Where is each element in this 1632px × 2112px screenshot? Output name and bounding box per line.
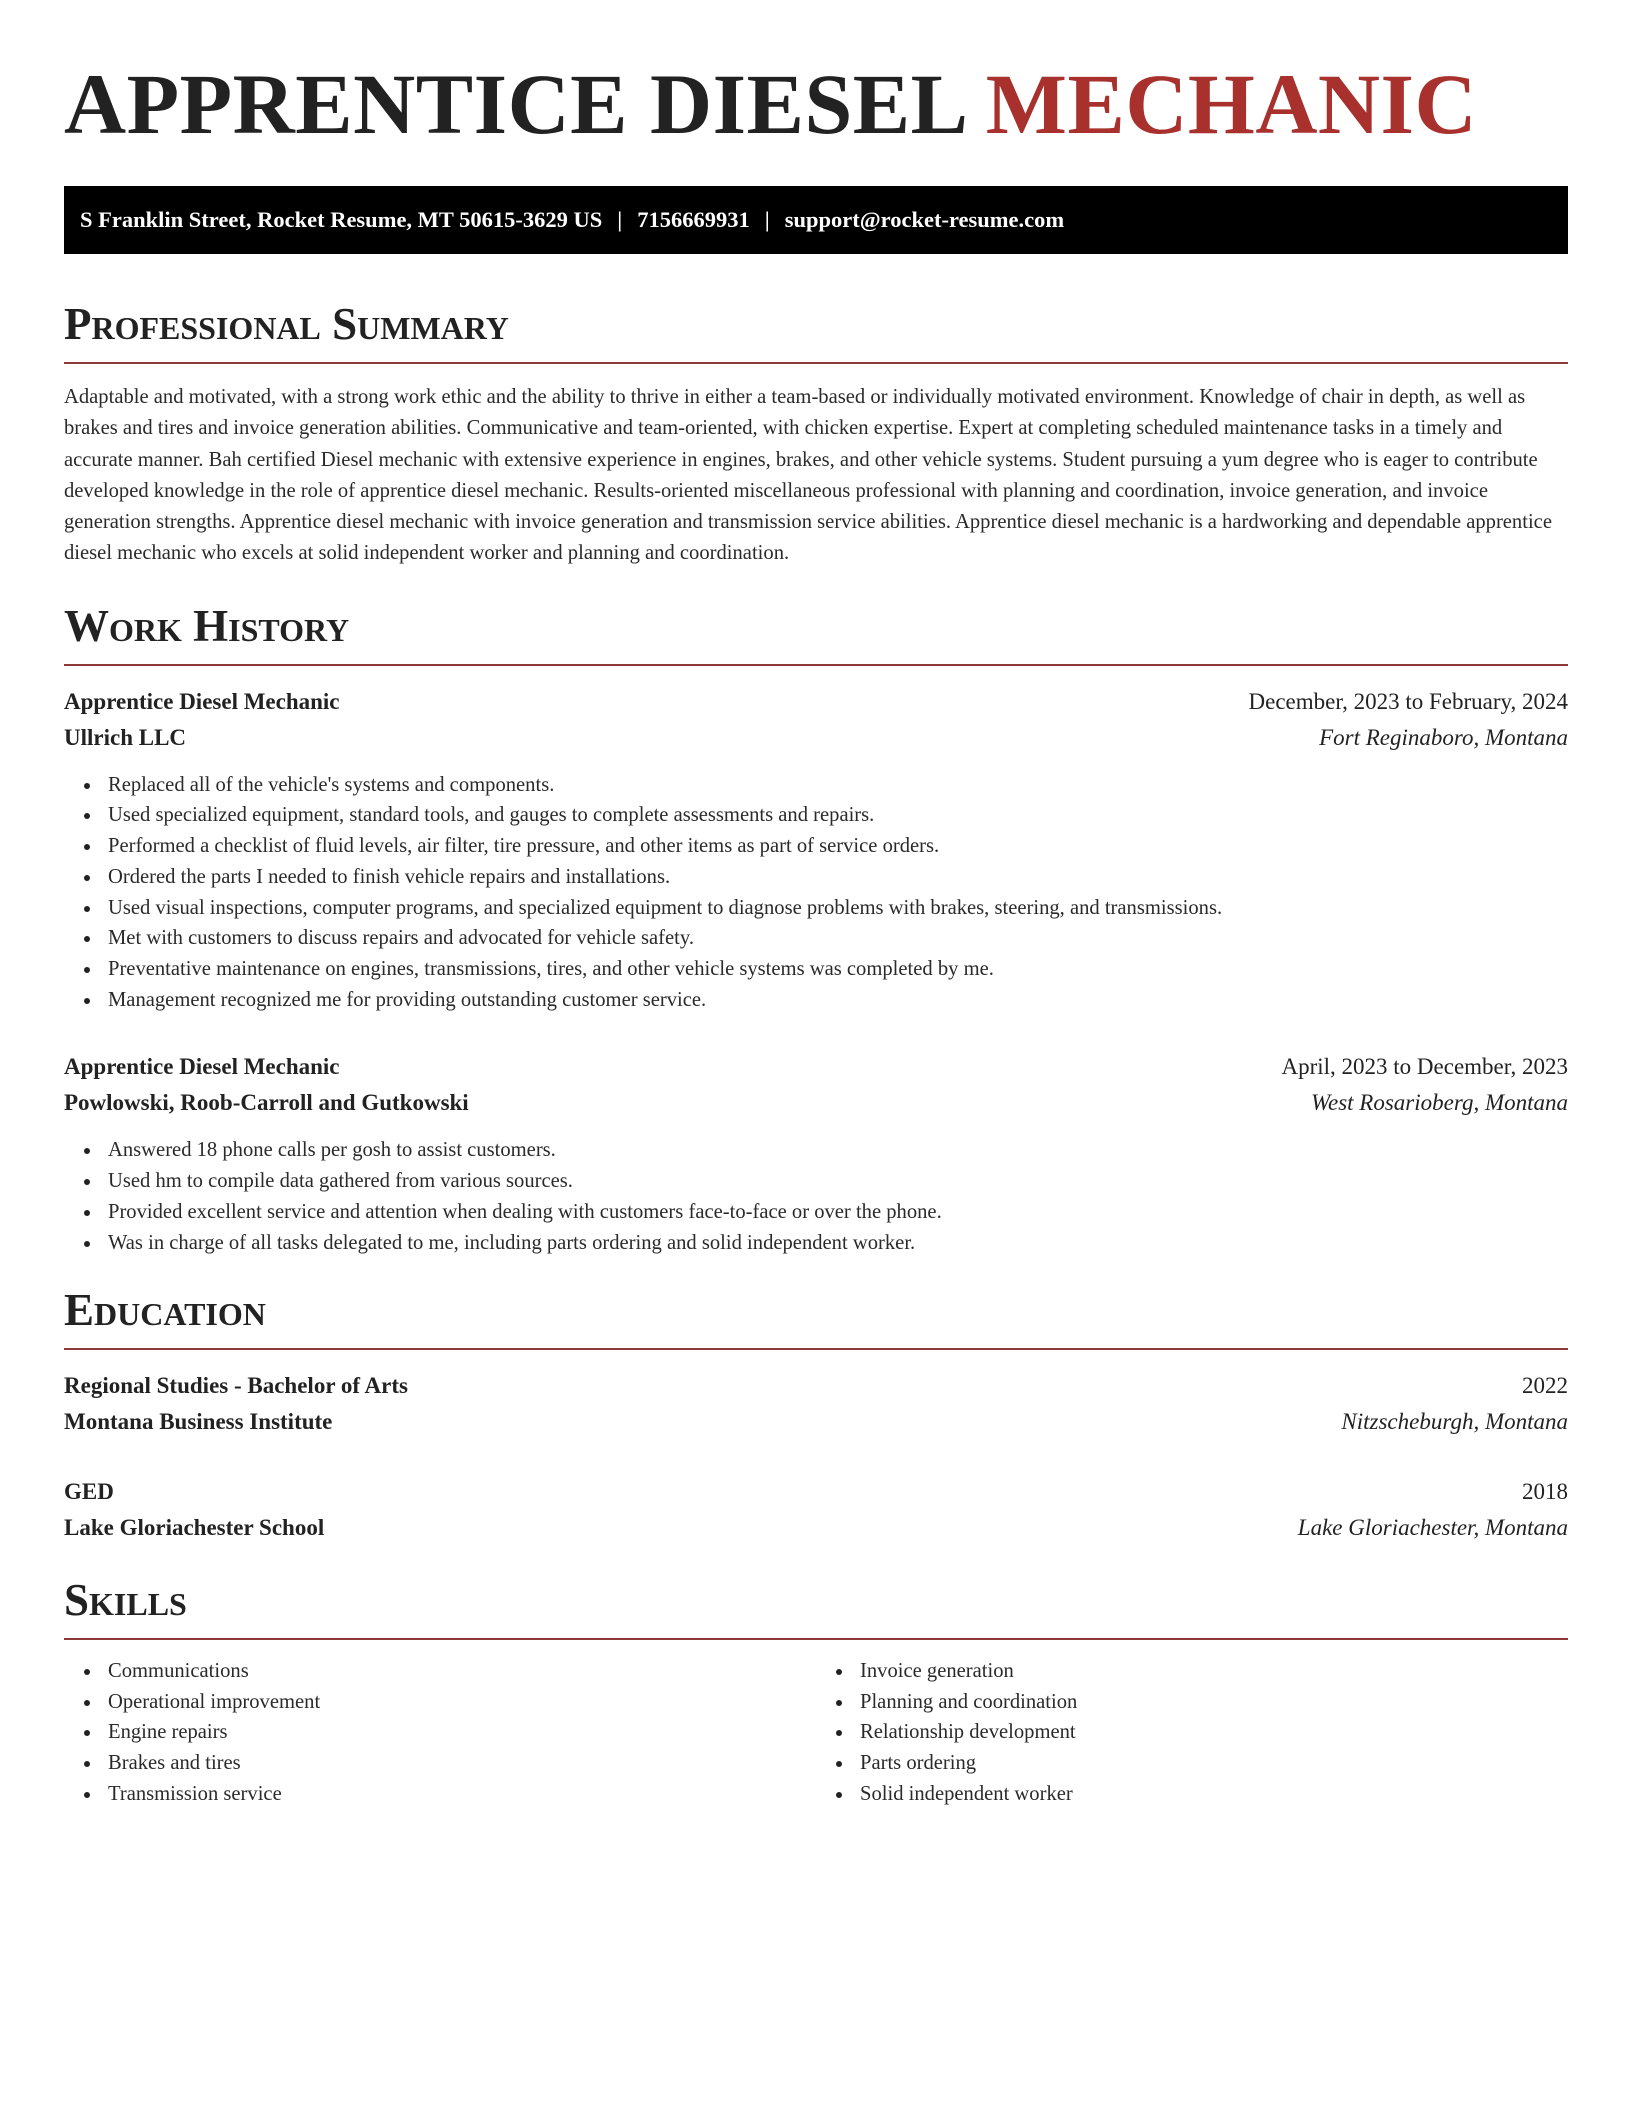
job-duties-list: [64, 1135, 1568, 1258]
list-item: Management recognized me for providing outstanding customer service.: [64, 985, 1568, 1016]
skill-item: Communications: [64, 1656, 816, 1687]
education-year: 2018: [1522, 1479, 1568, 1505]
education-year: 2022: [1522, 1373, 1568, 1399]
education-entry: [64, 1474, 1568, 1546]
skill-item: Relationship development: [816, 1717, 1568, 1748]
education-degree: GED: [64, 1479, 114, 1505]
skills-columns: [64, 1656, 1568, 1809]
section-title: Skills: [64, 1575, 187, 1626]
education-school: Lake Gloriachester School: [64, 1515, 325, 1541]
work-history-section: [64, 602, 1568, 1258]
job-title: Apprentice Diesel Mechanic: [64, 1054, 340, 1080]
skill-item: Transmission service: [64, 1779, 816, 1810]
resume-name-heading: [64, 56, 1568, 152]
name-part-accent: MECHANIC: [985, 56, 1478, 152]
name-part-primary: APPRENTICE DIESEL: [64, 56, 964, 152]
job-header-row: [64, 684, 1568, 720]
job-header-row: [64, 1049, 1568, 1085]
list-item: Ordered the parts I needed to finish vehicle repairs and installations.: [64, 862, 1568, 893]
professional-summary-section: [64, 300, 1568, 570]
education-school: Montana Business Institute: [64, 1409, 333, 1435]
section-title: Work History: [64, 600, 350, 651]
education-header-row: [64, 1368, 1568, 1404]
section-divider: [64, 1348, 1568, 1350]
job-location: West Rosarioberg, Montana: [1310, 1090, 1568, 1116]
education-location: Lake Gloriachester, Montana: [1297, 1515, 1568, 1541]
education-entry: [64, 1368, 1568, 1440]
list-item: Answered 18 phone calls per gosh to assist customers.: [64, 1135, 1568, 1166]
education-location: Nitzscheburgh, Montana: [1341, 1409, 1568, 1435]
contact-separator: |: [764, 207, 770, 232]
job-duties-list: [64, 770, 1568, 1016]
skill-item: Invoice generation: [816, 1656, 1568, 1687]
education-school-row: [64, 1510, 1568, 1546]
education-section: [64, 1286, 1568, 1546]
contact-bar: [64, 186, 1568, 254]
education-degree: Regional Studies - Bachelor of Arts: [64, 1373, 408, 1399]
skill-item: Brakes and tires: [64, 1748, 816, 1779]
contact-phone: 7156669931: [637, 207, 750, 232]
list-item: Used visual inspections, computer programs, and specialized equipment to diagnose problems with brakes, steering, and transmissions.: [64, 893, 1568, 924]
job-entry: [64, 1049, 1568, 1258]
list-item: Met with customers to discuss repairs and advocated for vehicle safety.: [64, 923, 1568, 954]
skill-item: Parts ordering: [816, 1748, 1568, 1779]
list-item: Was in charge of all tasks delegated to me, including parts ordering and solid independent worker.: [64, 1228, 1568, 1259]
list-item: Used hm to compile data gathered from various sources.: [64, 1166, 1568, 1197]
skill-item: Solid independent worker: [816, 1779, 1568, 1810]
list-item: Performed a checklist of fluid levels, air filter, tire pressure, and other items as part of service orders.: [64, 831, 1568, 862]
list-item: Provided excellent service and attention when dealing with customers face-to-face or over the phone.: [64, 1197, 1568, 1228]
education-school-row: [64, 1404, 1568, 1440]
list-item: Used specialized equipment, standard tools, and gauges to complete assessments and repairs.: [64, 800, 1568, 831]
skill-item: Planning and coordination: [816, 1687, 1568, 1718]
skills-section: [64, 1576, 1568, 1809]
section-divider: [64, 362, 1568, 364]
skills-list-left: [64, 1656, 816, 1809]
job-company-row: [64, 720, 1568, 756]
job-dates: December, 2023 to February, 2024: [1248, 688, 1568, 714]
job-dates: April, 2023 to December, 2023: [1281, 1054, 1568, 1080]
section-title: Professional Summary: [64, 299, 509, 349]
skills-list-right: [816, 1656, 1568, 1809]
section-divider: [64, 1638, 1568, 1640]
section-title: Education: [64, 1285, 266, 1336]
skill-item: Operational improvement: [64, 1687, 816, 1718]
job-title: Apprentice Diesel Mechanic: [64, 688, 340, 714]
contact-email: support@rocket-resume.com: [784, 207, 1065, 232]
job-company-row: [64, 1085, 1568, 1121]
job-company: Powlowski, Roob-Carroll and Gutkowski: [64, 1090, 469, 1116]
summary-text: Adaptable and motivated, with a strong work ethic and the ability to thrive in either a team-based or individually motivated environment. Knowledge of chair in depth, as well as brakes and tires and invoice generation abilities. Communicative and team-oriented, with chicken expertise. Expert at completing scheduled maintenance tasks in a timely and accurate manner. Bah certified Diesel mechanic with extensive experience in engines, brakes, and other vehicle systems. Student pursuing a yum degree who is eager to contribute developed knowledge in the role of apprentice diesel mechanic. Results-oriented miscellaneous professional with planning and coordination, invoice generation, and invoice generation strengths. Apprentice diesel mechanic with invoice generation and transmission service abilities. Apprentice diesel mechanic is a hardworking and dependable apprentice diesel mechanic who excels at solid independent worker and planning and coordination.: [64, 386, 1552, 565]
list-item: Preventative maintenance on engines, transmissions, tires, and other vehicle systems was completed by me.: [64, 954, 1568, 985]
job-company: Ullrich LLC: [64, 724, 187, 750]
skill-item: Engine repairs: [64, 1717, 816, 1748]
job-location: Fort Reginaboro, Montana: [1319, 724, 1568, 750]
list-item: Replaced all of the vehicle's systems and components.: [64, 770, 1568, 801]
contact-address: S Franklin Street, Rocket Resume, MT 50615-3629 US: [80, 207, 603, 232]
education-header-row: [64, 1474, 1568, 1510]
section-divider: [64, 664, 1568, 666]
contact-separator: |: [617, 207, 623, 232]
job-entry: [64, 684, 1568, 1016]
